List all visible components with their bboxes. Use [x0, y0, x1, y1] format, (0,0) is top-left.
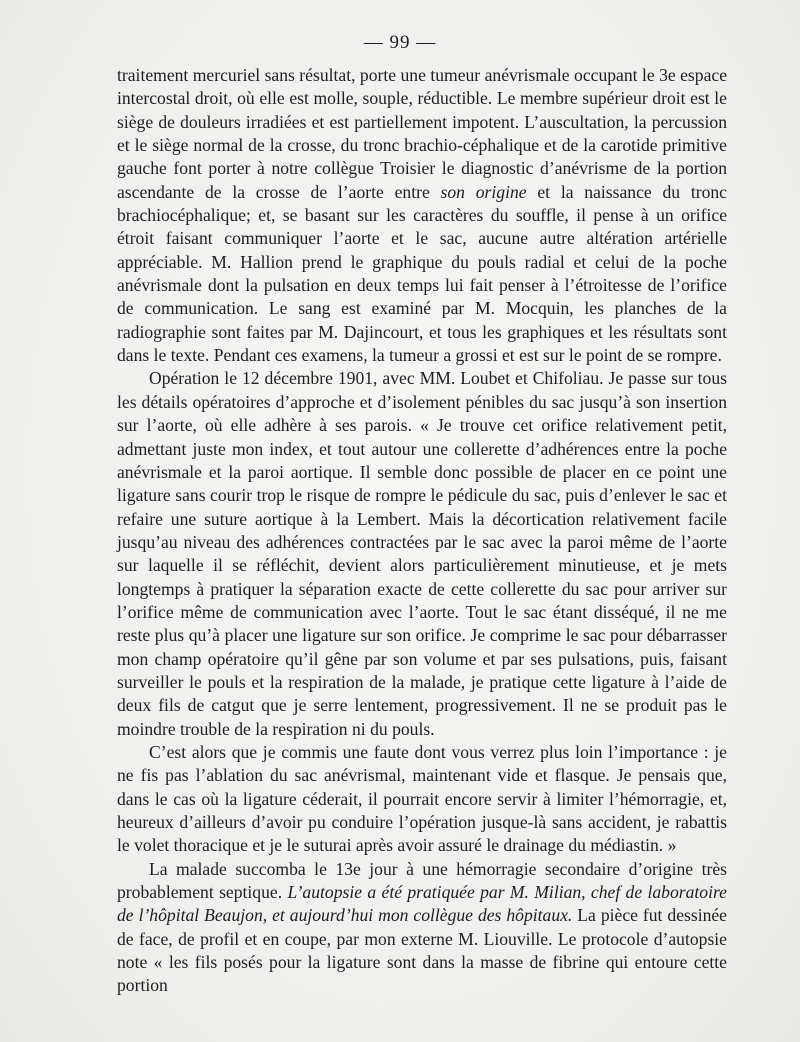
p4-italic-autopsie: L’autopsie a été pratiquée par M. Milian, chef de laboratoire de l’hôpital Beaujon, et aujourd’hui mon collègue des hôpitaux. [117, 882, 727, 926]
body-text [117, 64, 727, 998]
page-number: — 99 — [363, 32, 437, 53]
paragraph-4 [117, 858, 727, 998]
p2-text: Opération le 12 décembre 1901, avec MM. Loubet et Chifoliau. Je passe sur tous les détails opératoires d’approche et d’isolement pénibles du sac jusqu’à son insertion sur l’aorte, où elle adhère à ses parois. « Je trouve cet orifice relativement petit, admettant juste mon index, et tout autour une collerette d’adhérences entre la poche anévrismale et la paroi aortique. Il semble donc possible de placer en ce point une ligature sans courir trop le risque de rompre le pédicule du sac, puis d’enlever le sac et refaire une suture aortique à la Lembert. Mais la décortication relativement facile jusqu’au niveau des adhérences contractées par le sac avec la paroi même de l’aorte sur laquelle il se réfléchit, devient alors particulièrement minutieuse, et je mets longtemps à pratiquer la séparation exacte de cette collerette du sac pour arriver sur l’orifice même de communication avec l’aorte. Tout le sac étant disséqué, il ne me reste plus qu’à placer une ligature sur son orifice. Je comprime le sac pour débarrasser mon champ opératoire qu’il gêne par son volume et par ses pulsations, puis, faisant surveiller le pouls et la respiration de la malade, je pratique cette ligature à l’aide de deux fils de catgut que je serre lentement, progressivement. Il ne se produit pas le moindre trouble de la respiration ni du pouls. [117, 368, 727, 739]
paragraph-3 [117, 741, 727, 858]
p3-text: C’est alors que je commis une faute dont vous verrez plus loin l’importance : je ne fis pas l’ablation du sac anévrismal, maintenant vide et flasque. Je pensais que, dans le cas où la ligature céderait, il pourrait encore servir à limiter l’hémorragie, et, heureux d’ailleurs d’avoir pu conduire l’opération jusque-là sans accident, je rabattis le volet thoracique et je le suturai après avoir assuré le drainage du médiastin. » [117, 741, 727, 856]
p4-text-b: La pièce fut dessinée de face, de profil et en coupe, par mon externe M. Liouville. Le protocole d’autopsie note « les fils posés pour la ligature sont dans la masse de fibrine qui entoure cette portion [117, 905, 727, 996]
p1-text-a: traitement mercuriel sans résultat, porte une tumeur anévrismale occupant le 3e espace intercostal droit, où elle est molle, souple, réductible. Le membre supérieur droit est le siège de douleurs irradiées et est partiellement impotent. L’auscultation, la percussion et le siège normal de la crosse, du tronc brachio-céphalique et de la carotide primitive gauche font porter à notre collègue Troisier le diagnostic d’anévrisme de la portion ascendante de la crosse de l’aorte entre [117, 65, 727, 202]
paragraph-2 [117, 367, 727, 741]
p4-text-a: La malade succomba le 13e jour à une hémorragie secondaire d’origine très probablement septique. [117, 858, 727, 903]
paragraph-1 [117, 64, 727, 367]
p1-text-b: et la naissance du tronc brachiocéphalique; et, se basant sur les caractères du souffle, il pense à un orifice étroit faisant communiquer l’aorte et le sac, aucune autre altération artérielle appréciable. M. Hallion prend le graphique du pouls radial et celui de la poche anévrismale dont la pulsation en deux temps lui fait penser à l’étroitesse de l’orifice de communication. Le sang est examiné par M. Mocquin, les planches de la radiographie sont faites par M. Dajincourt, et tous les graphiques et les résultats sont dans le texte. Pendant ces examens, la tumeur a grossi et est sur le point de se rompre. [117, 181, 727, 366]
p1-italic-son-origine: son origine [440, 181, 527, 202]
